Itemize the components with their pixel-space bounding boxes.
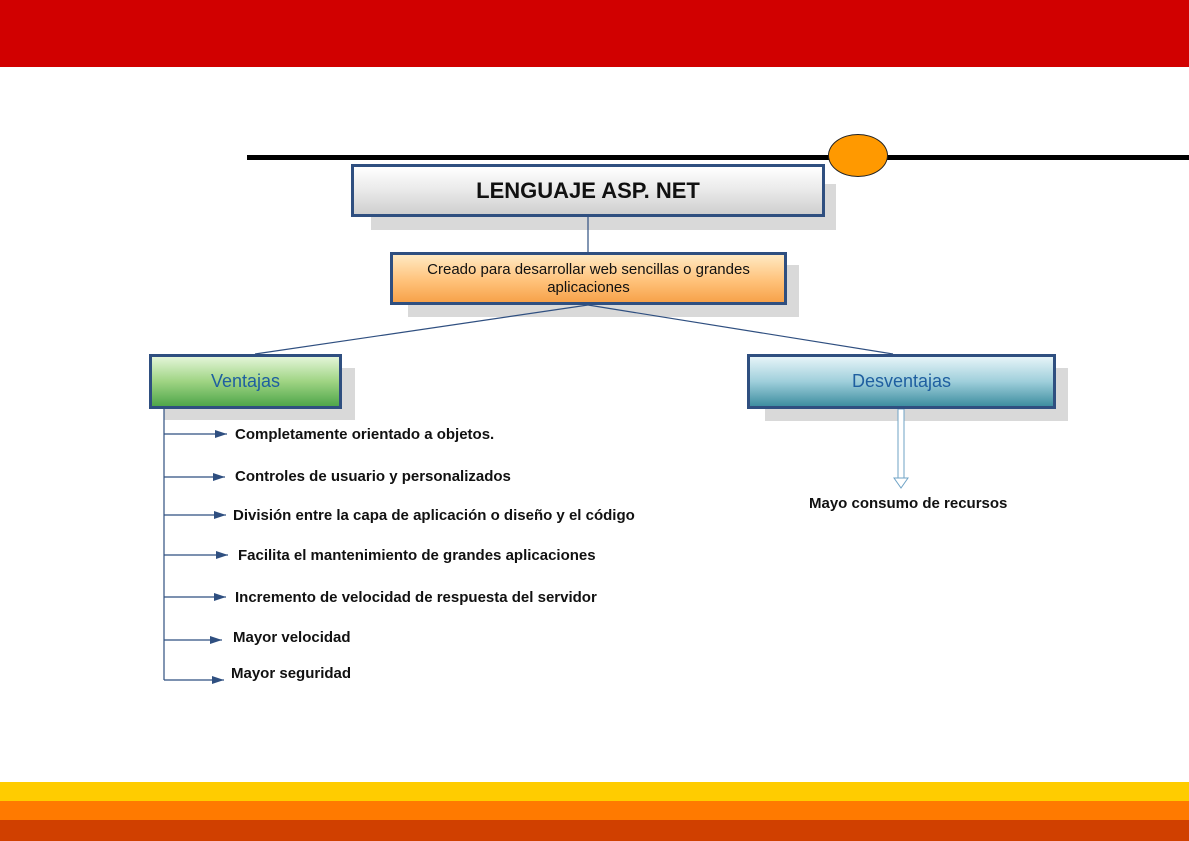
diagram-subtitle: Creado para desarrollar web sencillas o grandes aplicaciones xyxy=(427,260,750,296)
advantage-item: Mayor velocidad xyxy=(233,629,351,646)
advantage-item: Completamente orientado a objetos. xyxy=(235,426,495,443)
subtitle-to-advantages-connector xyxy=(255,305,588,354)
disadvantages-down-arrow xyxy=(894,409,908,488)
title-box xyxy=(351,164,825,217)
advantages-label: Ventajas xyxy=(210,371,281,391)
footer-band-yellow xyxy=(0,782,1189,801)
diagram-title: LENGUAJE ASP. NET xyxy=(476,177,700,203)
advantage-item: Mayor seguridad xyxy=(231,665,352,682)
advantage-item: Incremento de velocidad de respuesta del servidor xyxy=(235,589,597,606)
advantages-box xyxy=(149,354,342,409)
advantage-item: División entre la capa de aplicación o diseño y el código xyxy=(233,507,635,524)
footer-band-red xyxy=(0,820,1189,841)
subtitle-to-disadvantages-connector xyxy=(588,305,893,354)
disadvantages-label: Desventajas xyxy=(851,371,952,391)
footer-band-orange xyxy=(0,801,1189,820)
advantage-item: Facilita el mantenimiento de grandes aplicaciones xyxy=(238,547,596,564)
advantage-item: Controles de usuario y personalizados xyxy=(235,468,511,485)
disadvantages-box xyxy=(747,354,1056,409)
disadvantage-item: Mayo consumo de recursos xyxy=(809,495,1008,512)
subtitle-box xyxy=(390,252,787,305)
